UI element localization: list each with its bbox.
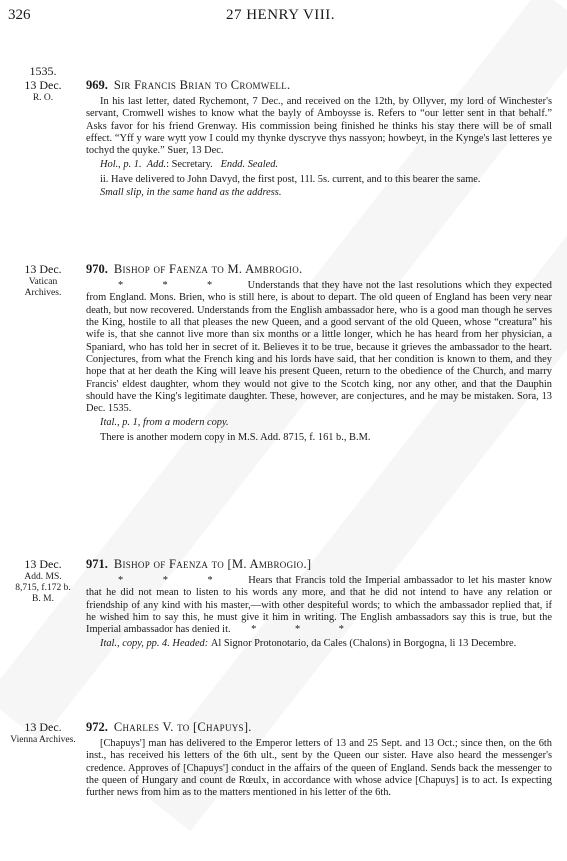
trailing-stars: * * * [251,624,362,636]
ellipsis-stars: * * * [118,280,231,291]
entry-text-content: Understands that they have not the last resolutions which they expected from England. Mons. Brien, who is still here, is about to depart. The old queen of England has been very near death, but now recovered. Understands from the English ambassador here, who is a good man though he serves the King, hostile to all that pleases the new Queen, and a good servant of the old Queen, whose “creatura” his wife is, that she cannot live more than six months or a little longer, which he has heard from her physician, a Spaniard, who has told her in secret of it. Believes it to be true, because it grieves the ambassador to the heart. Conjectures, from what the French king and his lords have said, that her condition is known to them, and they hope that at her death the King will leave his present Queen, return to the obedience of the Church, and marry Francis' eldest daughter, whom they would not give to the Scotch king, nor any other, and that the Dauphin should have the King's legitimate daughter. These, however, are conjectures, and he may be mistaken. Sora, 13 Dec. 1535. [86,280,552,415]
entry-date: 13 Dec. [24,557,62,571]
entry-source-line: Add. MS. [24,572,62,582]
entry-title [86,262,552,277]
entry-note: Ital., p. 1, from a modern copy. [100,416,229,428]
entry-number: 970. [86,262,108,276]
page-number: 326 [8,7,31,23]
entry-number: 972. [86,720,108,734]
entry-text: [Chapuys'] man has delivered to the Emperor letters of 13 and 25 Sept. and 13 Oct.; since then, on the 6th inst., has received his letters of the 6th ult., sent by the Queen our sister. Have also heard the messenger's credence. Approves of [Chapuys'] conduct in the affairs of the queen of England. Sends back the messenger to the queen of Hungary and count de Rœulx, in accordance with whose advice [Chapuys] is to act. Is expecting further news from him as to the matters mentioned in his letter of the 6th. [86,738,552,799]
entry-heading: Bishop of Faenza to M. Ambrogio. [113,262,303,276]
entry-note [86,159,552,171]
note-hol: Hol., p. 1. [100,158,142,170]
entry-body [86,720,552,800]
entry-text-ii: ii. Have delivered to John Davyd, the first post, 11l. 5s. current, and to this bearer the same. [100,174,481,186]
entry-text: In his last letter, dated Rychemont, 7 Dec., and received on the 12th, by Ollyver, my lord of Winchester's servant, Cromwell wishes to know what the bayly of Amboysse is. Refers to “our letter sent in that behalf.” Asks favor for his friend Grenway. His commission being finished he thinks his stay there will be of small effect. “Yff y ware wytt yow I could my thynke dyscryve thys nassyon; howbeyt, in the Kynge's last letteres ye tochyd the quyke.” Suer, 13 Dec. [86,96,552,157]
entry-text-content: Hears that Francis told the Imperial ambassador to let his master know that he did not mean to listen to his words any more, and that he did not intend to have any relation or friendship of any kind with his master,—with other despiteful words; to which the ambassador replied that, if he wished him to say this, he must give it him in writing. The English ambassadors say this is true, but the Imperial ambassador has denied it. [86,575,553,636]
entry-title [86,720,552,735]
entry-margin [10,64,76,104]
running-title: 27 HENRY VIII. [225,7,336,23]
ellipsis-stars: * * * [118,575,231,586]
entry-text [86,575,552,637]
entry-heading: Sir Francis Brian to Cromwell. [113,78,291,92]
note-plain: Al Signor Protonotario, da Cales (Chalons) in Borgogna, li 13 Decembre. [210,637,517,649]
entry-margin [10,557,76,605]
entry-source-line: B. M. [32,594,54,604]
note-add-label: Add. [146,158,167,170]
entry-text [86,280,552,416]
entry-heading: Bishop of Faenza to [M. Ambrogio.] [113,557,312,571]
entry-margin [10,262,76,299]
entry-source: Vatican Archives. [24,277,62,298]
note-italic: Ital., copy, pp. 4. Headed: [100,637,209,649]
note-endd: Endd. Sealed. [220,158,278,170]
entry-source: Vienna Archives. [10,735,76,745]
entry-note-2: Small slip, in the same hand as the address. [100,187,282,199]
entry-body [86,262,552,444]
entry-number: 969. [86,78,108,92]
entry-source: R. O. [32,93,54,103]
note-add-value: : Secretary. [166,158,213,170]
entry-extra: There is another modern copy in M.S. Add. 8715, f. 161 b., B.M. [100,432,371,444]
entry-title [86,557,552,572]
entry-date: 13 Dec. [24,262,62,276]
entry-heading: Charles V. to [Chapuys]. [113,720,252,734]
page-header [8,7,553,27]
entry-number: 971. [86,557,108,571]
entry-date: 13 Dec. [24,720,62,734]
entry-source-line: 8,715, f.172 b. [15,583,71,593]
entry-title [86,78,552,93]
entry-year: 1535. [29,64,57,78]
entry-margin [10,720,76,746]
entry-body [86,557,552,650]
entry-date: 13 Dec. [24,78,62,92]
entry-body [86,78,552,200]
entry-note [86,638,552,650]
